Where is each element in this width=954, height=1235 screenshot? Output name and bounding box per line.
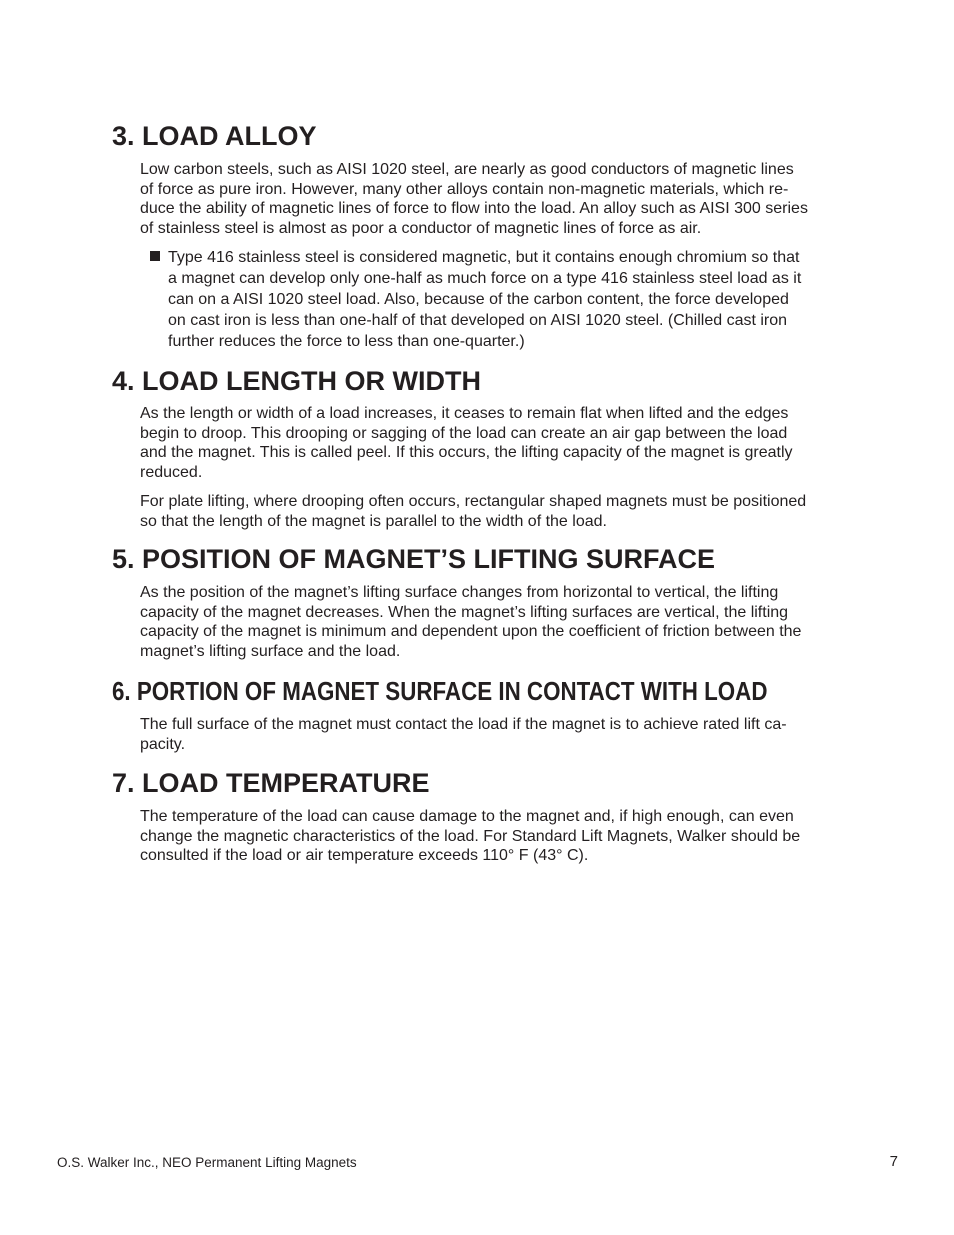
footer-publisher-text: O.S. Walker Inc., NEO Permanent Lifting Magnets [57,1155,357,1170]
square-bullet-icon [150,251,160,261]
text-line: begin to droop. This drooping or sagging of the load can create an air gap between the load [140,424,788,442]
text-line: Type 416 stainless steel is considered magnetic, but it contains enough chromium so that [168,249,800,266]
text-line: a magnet can develop only one-half as much force on a type 416 stainless steel load as it [168,270,802,287]
section-4-paragraph-1 [140,404,858,482]
bullet-text [168,247,858,352]
section-6-paragraph [140,715,858,754]
text-line: For plate lifting, where drooping often occurs, rectangular shaped magnets must be positioned [140,493,807,510]
text-line: of force as pure iron. However, many other alloys contain non-magnetic materials, which re- [140,180,789,198]
text-line: on cast iron is less than one-half of that developed on AISI 1020 steel. (Chilled cast iron [168,312,788,329]
text-line: change the magnetic characteristics of the load. For Standard Lift Magnets, Walker should be [140,827,801,845]
text-line: capacity of the magnet decreases. When the magnet’s lifting surfaces are vertical, the lifting [140,603,789,621]
text-line: can on a AISI 1020 steel load. Also, because of the carbon content, the force developed [168,291,789,308]
text-line: duce the ability of magnetic lines of force to flow into the load. An alloy such as AISI 300 series [140,200,808,218]
text-line: The full surface of the magnet must contact the load if the magnet is to achieve rated lift ca- [140,716,787,733]
section-7-heading: 7. LOAD TEMPERATURE [112,768,430,798]
text-line: of stainless steel is almost as poor a conductor of magnetic lines of force as air. [140,219,702,237]
page-number: 7 [889,1153,898,1170]
text-line: As the position of the magnet’s lifting surface changes from horizontal to vertical, the lifting [140,584,779,601]
section-6-heading: 6. PORTION OF MAGNET SURFACE IN CONTACT WITH LOAD [112,676,768,706]
text-line: consulted if the load or air temperature exceeds 110° F (43° C). [140,847,589,865]
text-line: As the length or width of a load increases, it ceases to remain flat when lifted and the edges [140,405,789,422]
text-line: magnet’s lifting surface and the load. [140,642,401,660]
text-line: and the magnet. This is called peel. If this occurs, the lifting capacity of the magnet is greatly [140,444,793,462]
section-3-paragraph [140,160,858,238]
text-line: Low carbon steels, such as AISI 1020 steel, are nearly as good conductors of magnetic lines [140,161,794,178]
text-line: pacity. [140,735,186,753]
text-line: capacity of the magnet is minimum and dependent upon the coefficient of friction between the [140,623,802,641]
section-4-paragraph-2 [140,492,858,531]
text-line: so that the length of the magnet is parallel to the width of the load. [140,512,607,530]
section-7-paragraph [140,807,858,866]
text-line: The temperature of the load can cause damage to the magnet and, if high enough, can even [140,808,794,825]
text-line: further reduces the force to less than one-quarter.) [168,333,525,350]
section-4-heading: 4. LOAD LENGTH OR WIDTH [112,366,481,396]
text-line: reduced. [140,463,203,481]
section-5-heading: 5. POSITION OF MAGNET’S LIFTING SURFACE [112,544,716,574]
section-5-paragraph [140,583,858,661]
section-3-heading: 3. LOAD ALLOY [112,121,317,151]
